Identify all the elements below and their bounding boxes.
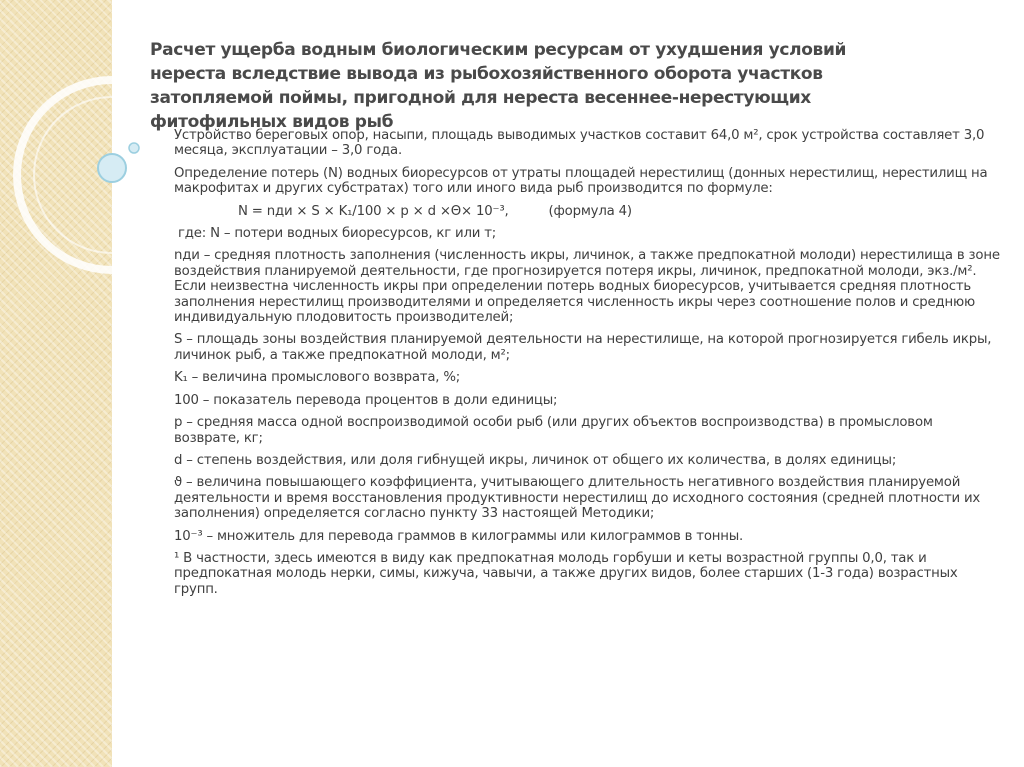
slide-content	[150, 0, 1008, 767]
definition-theta: ϑ – величина повышающего коэффициента, учитывающего длительность негативного воздействия планируемой деятельности и время восстановления продуктивности нерестилищ до исходного состояния (средней плотности их заполнения) определяется согласно пункту 33 настоящей Методики;	[174, 475, 981, 522]
paragraph-loss-definition: Определение потерь (N) водных биоресурсов от утраты площадей нерестилищ (донных нерестилищ, нерестилищ на макрофитах и других субстратах) того или иного вида рыб производится по формуле:	[174, 165, 988, 197]
definition-n-di: nди – средняя плотность заполнения (численность икры, личинок, а также предпокатной молоди) нерестилища в зоне воздействия планируемой деятельности, где прогнозируется потеря икры, личинок, предпокатной молоди, экз./м². Если неизвестна численность икры при определении потерь водных биоресурсов, учитывается средняя плотность заполнения нерестилищ производителями и определяется численность икры через соотношение полов и среднюю индивидуальную плодовитость производителей;	[174, 248, 1000, 326]
definition-100: 100 – показатель перевода процентов в доли единицы;	[174, 392, 558, 408]
definition-k1: K₁ – величина промыслового возврата, %;	[174, 370, 461, 386]
decorative-bubble-small	[129, 143, 139, 153]
formula: N = nди × S × K₁/100 × p × d ×Θ× 10⁻³,	[238, 203, 509, 219]
slide-title: Расчет ущерба водным биологическим ресурсам от ухудшения условий нереста вследствие вывода из рыбохозяйственного оборота участков затопляемой поймы, пригодной для нереста весеннее-нерестующих фитофильных видов рыб	[150, 40, 847, 132]
formula-reference: (формула 4)	[548, 203, 632, 219]
definition-d: d – степень воздействия, или доля гибнущей икры, личинок от общего их количества, в долях единицы;	[174, 452, 897, 468]
definition-s: S – площадь зоны воздействия планируемой деятельности на нерестилище, на которой прогнозируется гибель икры, личинок рыб, а также предпокатной молоди, м²;	[174, 332, 992, 363]
slide-body	[174, 128, 1000, 604]
decorative-side-panel	[0, 0, 112, 767]
definition-n: где: N – потери водных биоресурсов, кг или т;	[178, 226, 497, 242]
formula-line	[238, 204, 1000, 219]
footnote: ¹ В частности, здесь имеются в виду как предпокатная молодь горбуши и кеты возрастной группы 0,0, так и предпокатная молодь нерки, симы, кижуча, чавычи, а также других видов, более старших (1-3 года) возрастных групп.	[174, 550, 958, 597]
definition-10-3: 10⁻³ – множитель для перевода граммов в килограммы или килограммов в тонны.	[174, 528, 744, 544]
paragraph-construction: Устройство береговых опор, насыпи, площадь выводимых участков составит 64,0 м², срок устройства составляет 3,0 месяца, эксплуатации – 3,0 года.	[174, 128, 985, 159]
definition-p: p – средняя масса одной воспроизводимой особи рыб (или других объектов воспроизводства) в промысловом возврате, кг;	[174, 415, 933, 446]
